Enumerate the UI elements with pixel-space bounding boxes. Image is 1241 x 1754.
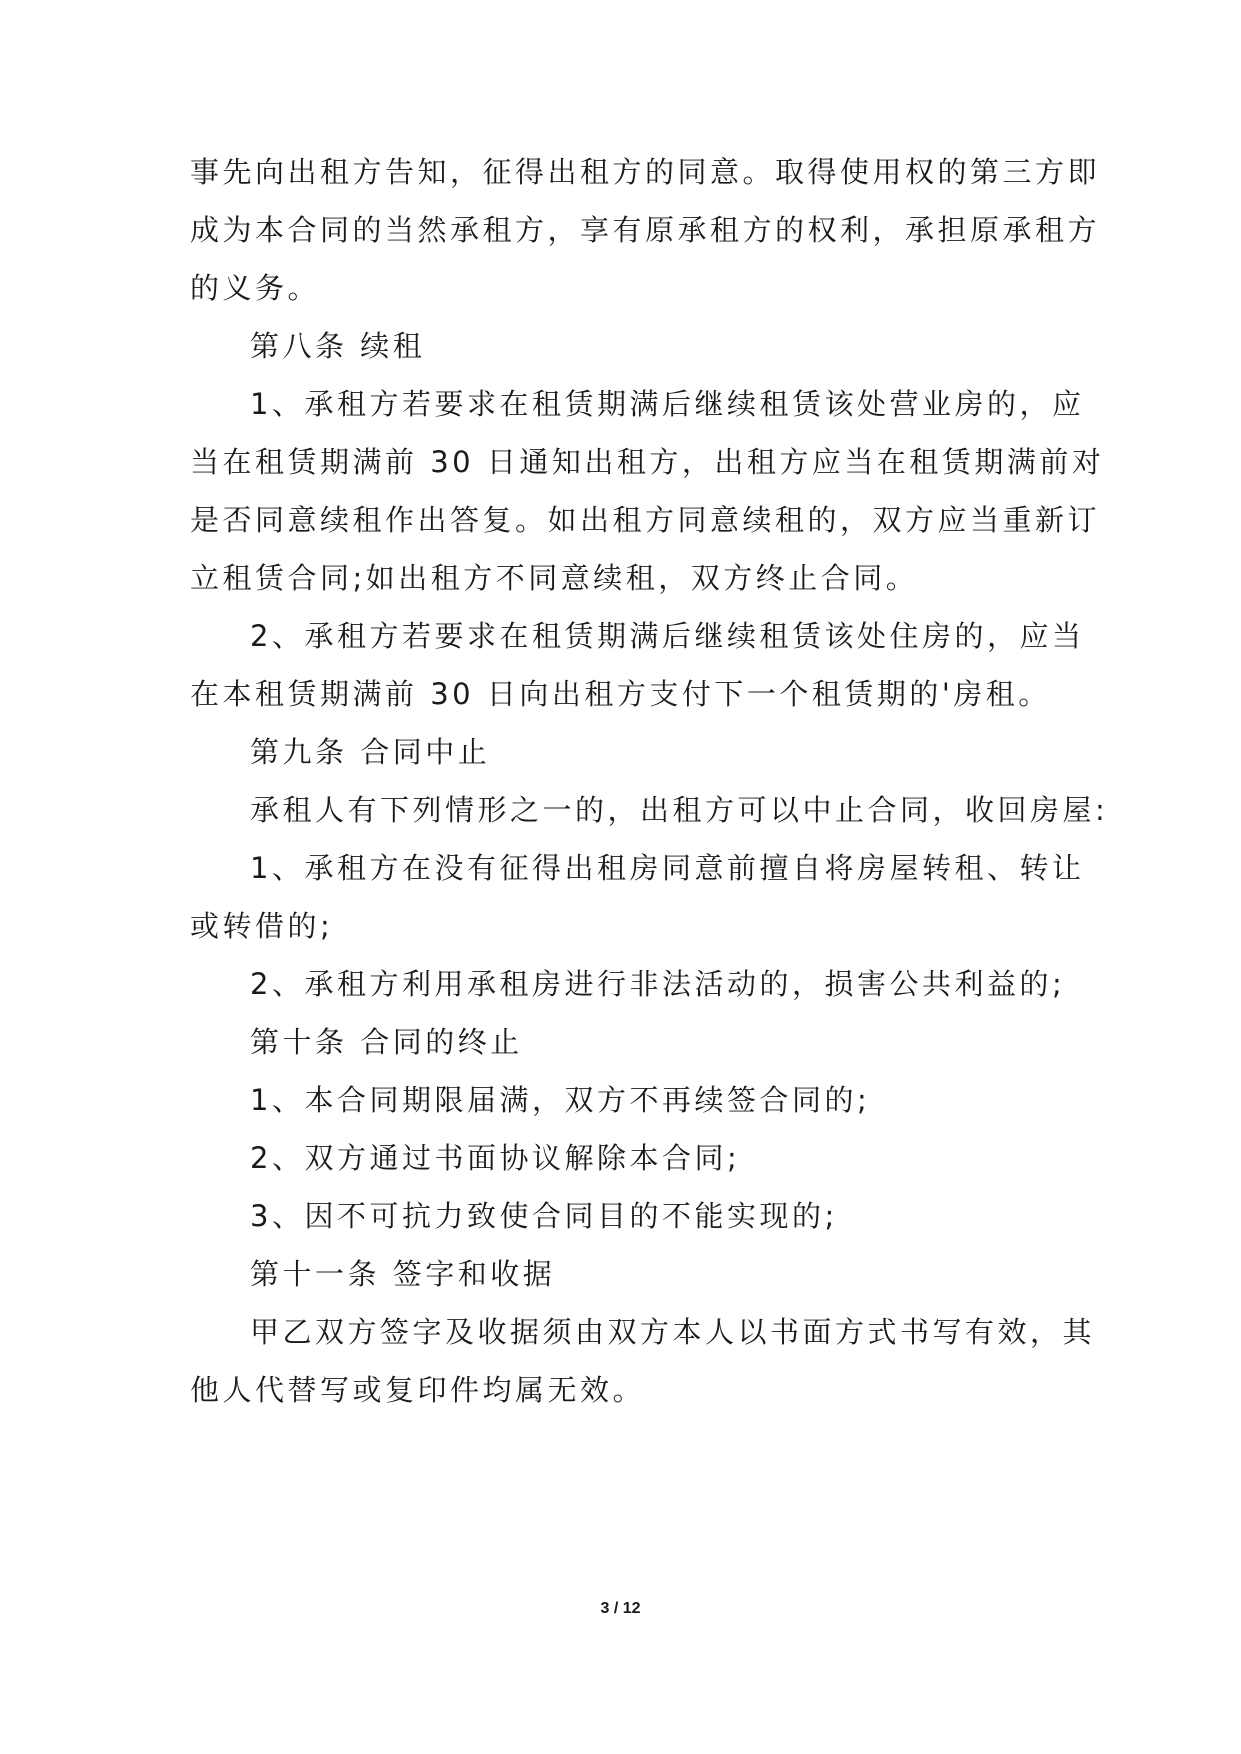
paragraph-line: 是否同意续租作出答复。如出租方同意续租的，双方应当重新订: [190, 503, 1101, 537]
section-heading: 第九条 合同中止: [250, 735, 491, 769]
paragraph-line: 甲乙双方签字及收据须由双方本人以书面方式书写有效，其: [250, 1315, 1096, 1349]
section-heading: 第八条 续租: [250, 329, 426, 363]
paragraph-line: 事先向出租方告知，征得出租方的同意。取得使用权的第三方即: [190, 155, 1101, 189]
paragraph-line: 1、承租方若要求在租赁期满后继续租赁该处营业房的，应: [250, 387, 1085, 421]
page-number: 3 / 12: [600, 1600, 641, 1617]
paragraph-line: 立租赁合同;如出租方不同意续租，双方终止合同。: [190, 561, 919, 595]
paragraph-line: 2、双方通过书面协议解除本合同;: [250, 1141, 741, 1175]
paragraph-line: 他人代替写或复印件均属无效。: [190, 1373, 646, 1407]
section-heading: 第十一条 签字和收据: [250, 1257, 556, 1291]
paragraph-line: 或转借的;: [190, 909, 334, 943]
paragraph-line: 承租人有下列情形之一的，出租方可以中止合同，收回房屋:: [250, 793, 1109, 827]
section-heading: 第十条 合同的终止: [250, 1025, 523, 1059]
paragraph-line: 1、本合同期限届满，双方不再续签合同的;: [250, 1083, 871, 1117]
paragraph-line: 2、承租方若要求在租赁期满后继续租赁该处住房的，应当: [250, 619, 1085, 653]
paragraph-line: 3、因不可抗力致使合同目的不能实现的;: [250, 1199, 838, 1233]
paragraph-line: 当在租赁期满前 30 日通知出租方，出租方应当在租赁期满前对: [190, 445, 1105, 479]
paragraph-line: 成为本合同的当然承租方，享有原承租方的权利，承担原承租方: [190, 213, 1101, 247]
paragraph-line: 的义务。: [190, 271, 321, 305]
paragraph-line: 在本租赁期满前 30 日向出租方支付下一个租赁期的'房租。: [190, 677, 1051, 711]
paragraph-line: 1、承租方在没有征得出租房同意前擅自将房屋转租、转让: [250, 851, 1085, 885]
paragraph-line: 2、承租方利用承租房进行非法活动的，损害公共利益的;: [250, 967, 1066, 1001]
